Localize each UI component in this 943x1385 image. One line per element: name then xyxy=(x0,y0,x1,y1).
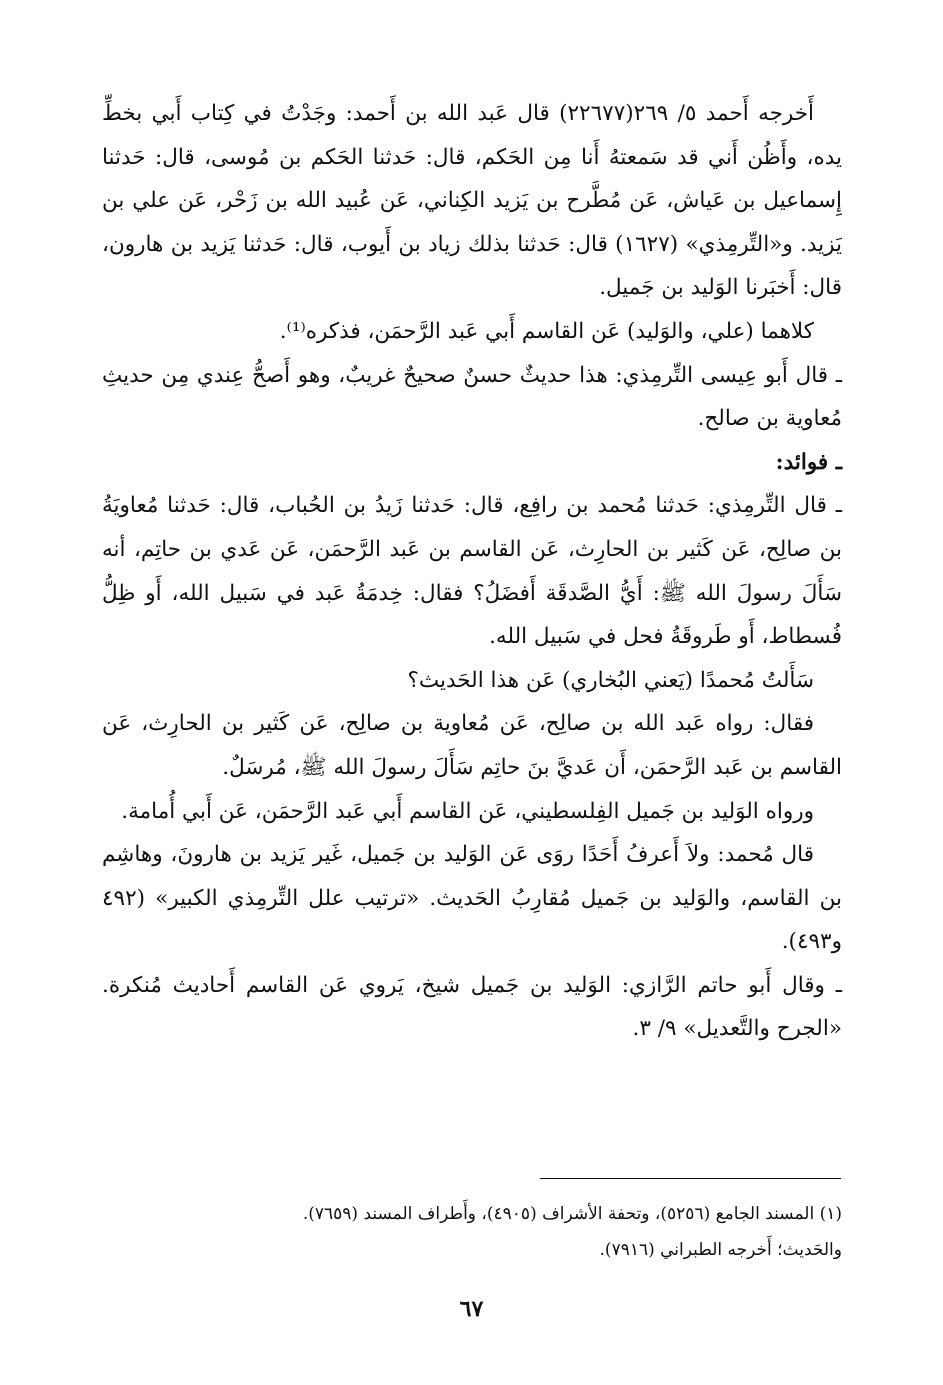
paragraph-question-bukhari: سَأَلتُ مُحمدًا (يَعني البُخاري) عَن هذا الحَديث؟ xyxy=(407,667,814,693)
page-number: ٦٧ xyxy=(459,1296,484,1322)
paragraph-takhrij: أَخرجه أَحمد ٥/ ٢٦٩(٢٢٦٧٧) قال عَبد الله بن أَحمد: وجَدْتُ في كِتاب أَبي بخطِّ يده، وأَظُن أَني قد سَمعتهُ أَنا مِن الحَكم، قال: حَدثنا الحَكم بن مُوسى، قال: حَدثنا إِسماعيل بن عَياش، عَن مُطَّرح بن يَزيد الكِناني، عَن عُبيد الله بن زَحْر، عَن علي بن يَزيد. و«التِّرمِذي» (١٦٢٧) قال: حَدثنا بذلك زياد بن أَيوب، قال: حَدثنا يَزيد بن هارون، قال: أَخبَرنا الوَليد بن جَميل. xyxy=(102,101,842,301)
footnote-divider xyxy=(540,1178,841,1179)
footnotes xyxy=(102,1196,842,1268)
main-text xyxy=(102,92,842,1051)
footnote-1: (١) المسند الجامع (٥٢٥٦)، وتحفة الأشراف (٤٩٠٥)، وأَطراف المسند (٧٦٥٩). xyxy=(302,1204,842,1224)
paragraph-kilahuma: كلاهما (علي، والوَليد) عَن القاسم أَبي عَبد الرَّحمَن، فذكره⁽¹⁾. xyxy=(279,318,814,344)
paragraph-bukhari-answer: فقال: رواه عَبد الله بن صالِح، عَن مُعاوية بن صالِح، عَن كَثير بن الحارِث، عَن القاسم بن عَبد الرَّحمَن، أَن عَديَّ بنَ حاتِم سَأَلَ رسولَ الله ﷺ، مُرسَلٌ. xyxy=(102,711,842,780)
footnote-1-continuation: والحَديث؛ أَخرجه الطبراني (٧٩١٦). xyxy=(599,1240,842,1260)
paragraph-abu-hatim: ـ وقال أَبو حاتم الرَّازي: الوَليد بن جَميل شيخ، يَروي عَن القاسم أَحاديث مُنكرة. «الجرح والتَّعديل» ٩/ ٣. xyxy=(102,972,842,1042)
paragraph-tirmidhi-hadith: ـ قال التِّرمِذي: حَدثنا مُحمد بن رافِع، قال: حَدثنا زَيدُ بن الحُباب، قال: حَدثنا مُعاويَةُ بن صالِح، عَن كَثير بن الحارِث، عَن القاسم بن عَبد الرَّحمَن، عَن عَدي بن حاتِم، أنه سَأَلَ رسولَ الله ﷺ: أَيُّ الصَّدقَة أَفضَلُ؟ فقال: خِدمَةُ عَبد في سَبيل الله، أَو ظِلُّ فُسطاط، أَو طَروقَةُ فحل في سَبيل الله. xyxy=(102,493,842,650)
paragraph-tirmidhi-verdict: ـ قال أَبو عِيسى التِّرمِذي: هذا حديثٌ حسنٌ صحيحٌ غريبٌ، وهو أَصحُّ عِندي مِن حديثِ مُعاوية بن صالح. xyxy=(102,362,842,432)
paragraph-walid-narration: ورواه الوَليد بن جَميل الفِلسطيني، عَن القاسم أَبي عَبد الرَّحمَن، عَن أَبي أُمامة. xyxy=(121,798,814,824)
paragraph-muhammad-said: قال مُحمد: ولاَ أَعرفُ أَحَدًا روَى عَن الوَليد بن جَميل، غَير يَزيد بن هارونَ، وهاشِم بن القاسم، والوَليد بن جَميل مُقارِبُ الحَديث. «ترتيب علل التِّرمِذي الكبير» (٤٩٢ و٤٩٣). xyxy=(102,842,842,955)
heading-fawaid: ـ فوائد: xyxy=(775,449,842,475)
